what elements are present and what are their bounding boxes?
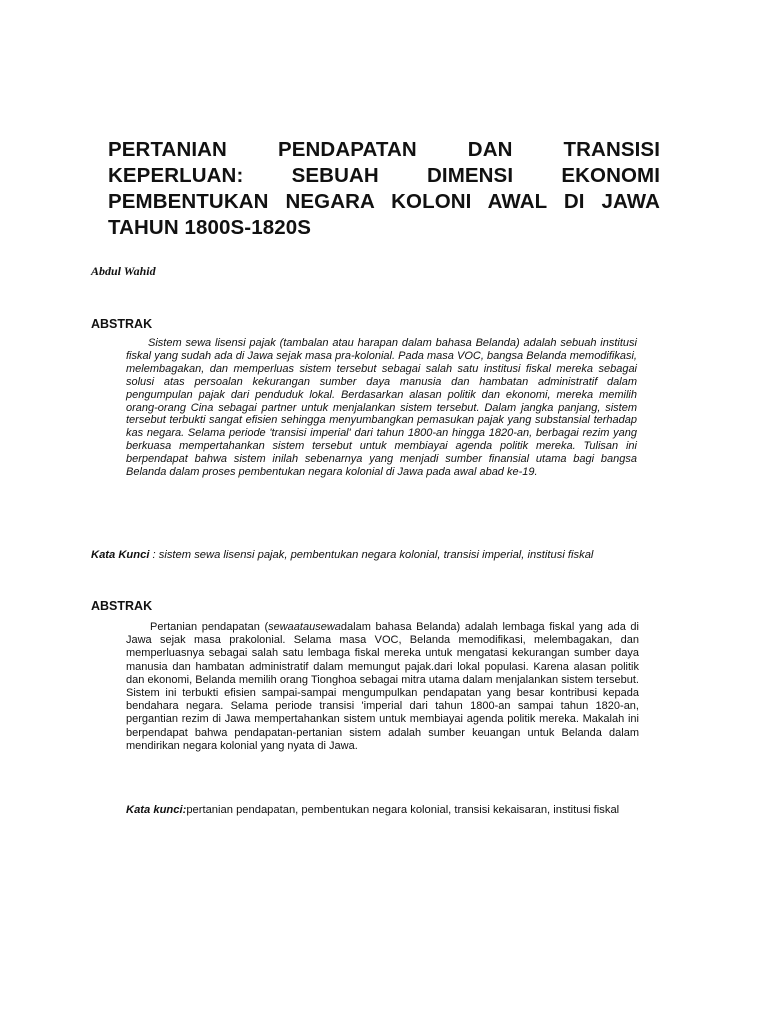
abstract-body-indonesian: Sistem sewa lisensi pajak (tambalan atau harapan dalam bahasa Belanda) adalah sebuah institusi fiskal yang sudah ada di Jawa sejak masa pra-kolonial. Pada masa VOC, bangsa Belanda memodifikasi, melembagakan, dan memperluas sistem tersebut sebagai salah satu institusi fiskal mereka sebagai solusi atas persoalan kekurangan sumber daya manusia dan hambatan administratif dalam pengumpulan pajak dari penduduk lokal. Berdasarkan alasan politik dan ekonomi, mereka memilih orang-orang Cina sebagai partner untuk menjalankan sistem tersebut. Dalam jangka panjang, sistem tersebut terbukti sangat efisien sehingga menyumbangkan pemasukan pajak yang substansial terhadap kas negara. Selama periode 'transisi imperial' dari tahun 1800-an hingga 1820-an, berbagai rezim yang berkuasa mempertahankan sistem tersebut untuk membiayai agenda politik mereka. Tulisan ini berpendapat bahwa sistem inilah sebenarnya yang menjadi sumber finansial utama bagi bangsa Belanda dalam proses pembentukan negara kolonial di Jawa pada awal abad ke-19. <box>126 337 637 479</box>
keywords-indonesian <box>91 548 691 562</box>
keywords-english <box>126 803 678 817</box>
abstract-body-start: Pertanian pendapatan ( <box>150 621 269 633</box>
paper-title: PERTANIAN PENDAPATAN DAN TRANSISI KEPERLUAN: SEBUAH DIMENSI EKONOMI PEMBENTUKAN NEGARA KOLONI AWAL DI JAWA TAHUN 1800S-1820S <box>108 138 660 239</box>
abstract-body-english <box>126 621 639 753</box>
keywords-text: pertanian pendapatan, pembentukan negara kolonial, transisi kekaisaran, institusi fiskal <box>186 804 620 816</box>
abstract-heading-english: ABSTRAK <box>91 599 153 613</box>
author-name: Abdul Wahid <box>91 264 156 278</box>
abstract-body-italic-term: sewaatausewa <box>268 621 341 633</box>
abstract-body-rest: dalam bahasa Belanda) adalah lembaga fiskal yang ada di Jawa sejak masa prakolonial. Selama masa VOC, Belanda memodifikasi, melembagakan, dan memperluasnya sebagai salah satu lembaga fiskal mereka untuk mengatasi kekurangan sumber daya manusia dan hambatan administratif dalam memungut pajak.dari lokal populasi. Karena alasan politik dan ekonomi, Belanda memilih orang Tionghoa sebagai mitra utama dalam menjalankan sistem tersebut. Sistem ini terbukti efisien sampai-sampai mengumpulkan pendapatan yang besar kontribusi kepada bendahara negara. Selama periode transisi 'imperial dari tahun 1800-an sampai tahun 1820-an, pergantian rezim di Jawa mempertahankan sistem untuk membiayai agenda politik mereka. Makalah ini berpendapat bahwa pendapatan-pertanian sistem adalah sumber keuangan untuk Belanda dalam mendirikan negara kolonial yang nyata di Jawa. <box>126 621 639 752</box>
abstract-heading-indonesian: ABSTRAK <box>91 317 153 331</box>
keywords-label: Kata kunci: <box>126 804 187 816</box>
keywords-label: Kata Kunci <box>91 549 150 561</box>
keywords-text: : sistem sewa lisensi pajak, pembentukan negara kolonial, transisi imperial, institusi fiskal <box>149 549 594 561</box>
